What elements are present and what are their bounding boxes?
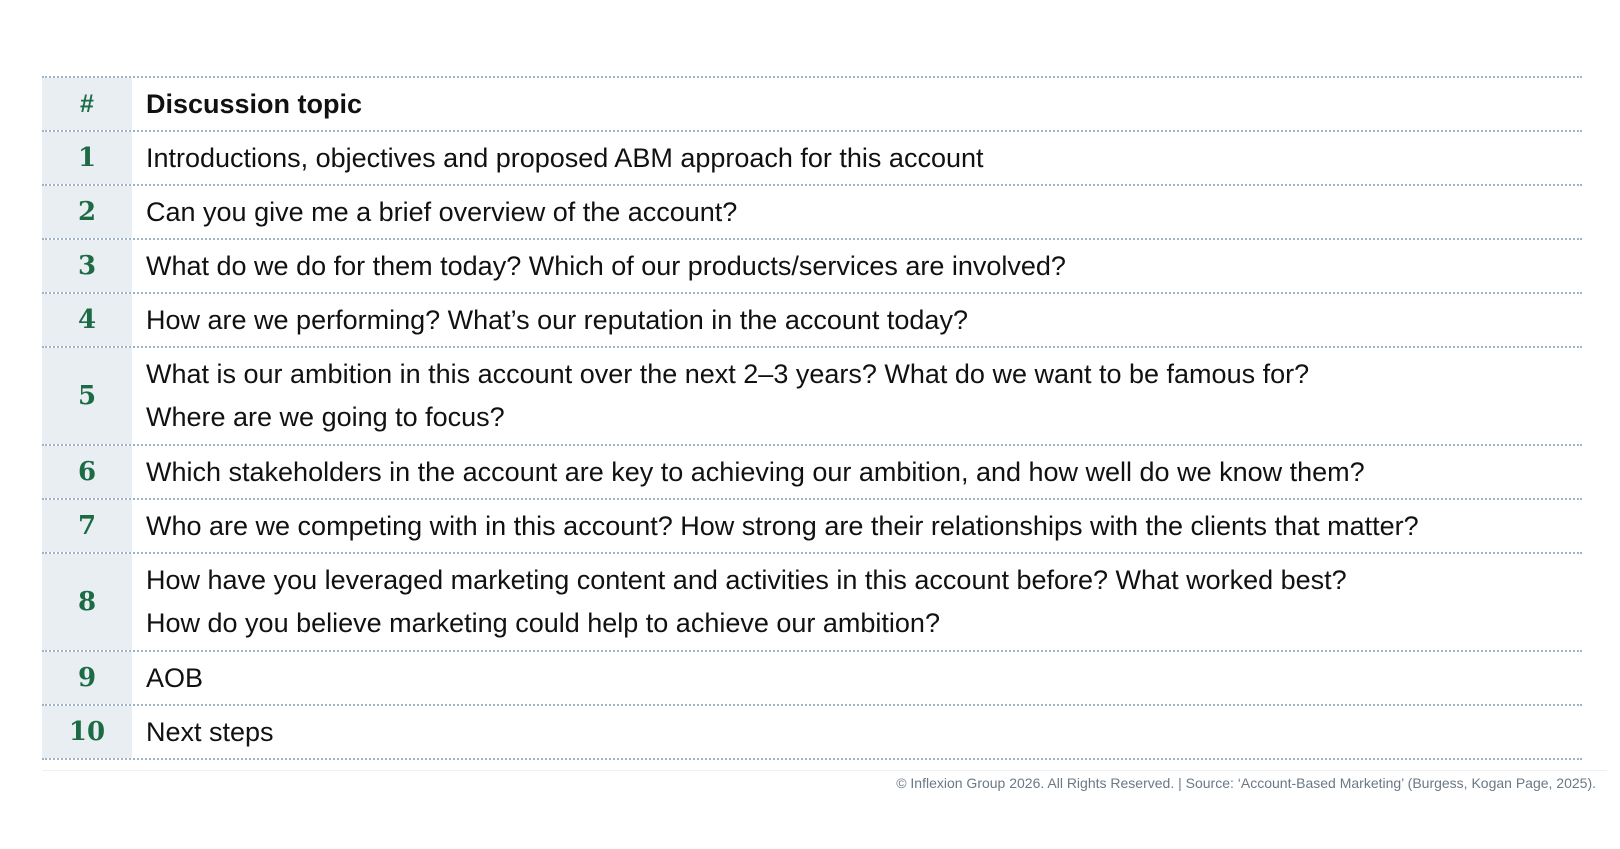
row-topic-line: What do we do for them today? Which of our products/services are involved? [146,250,1066,281]
table-row [42,554,1582,652]
header-topic-cell: Discussion topic [146,88,363,119]
table-row [42,132,1582,186]
row-number: 3 [42,240,132,292]
agenda-table [42,76,1582,760]
row-topic [132,652,1582,704]
row-number: 9 [42,652,132,704]
table-row [42,186,1582,240]
row-topic [132,554,1582,650]
header-number-cell: # [42,78,132,130]
row-number: 2 [42,186,132,238]
row-number: 8 [42,554,132,650]
table-row [42,500,1582,554]
row-topic [132,132,1582,184]
row-topic [132,348,1582,444]
row-topic-line: How are we performing? What’s our reputation in the account today? [146,304,968,335]
table-header-row [42,78,1582,132]
row-number: 1 [42,132,132,184]
row-topic-line: How do you believe marketing could help to achieve our ambition? [146,608,940,638]
row-topic-line: Introductions, objectives and proposed ABM approach for this account [146,142,984,173]
row-topic [132,186,1582,238]
row-topic-line: Next steps [146,716,274,747]
footer-divider [42,770,1607,771]
row-topic [132,446,1582,498]
row-number: 6 [42,446,132,498]
row-number: 7 [42,500,132,552]
row-topic [132,706,1582,758]
row-topic-line: Who are we competing with in this account? How strong are their relationships with the clients that matter? [146,510,1419,541]
row-topic-line: Where are we going to focus? [146,402,505,432]
row-topic [132,500,1582,552]
table-row [42,348,1582,446]
row-number: 10 [42,706,132,758]
table-row [42,240,1582,294]
row-topic-line: How have you leveraged marketing content and activities in this account before? What worked best? [146,565,1347,595]
row-topic-line: What is our ambition in this account over the next 2–3 years? What do we want to be famous for? [146,359,1310,389]
row-topic [132,294,1582,346]
row-topic-line: AOB [146,662,204,693]
row-topic-line: Can you give me a brief overview of the account? [146,196,738,227]
table-row [42,446,1582,500]
table-row [42,706,1582,760]
footer-copyright: © Inflexion Group 2026. All Rights Reserved. | Source: ‘Account-Based Marketing’ (Burgess, Kogan Page, 2025). [896,775,1596,791]
row-number: 4 [42,294,132,346]
row-topic-line: Which stakeholders in the account are key to achieving our ambition, and how well do we know them? [146,456,1365,487]
table-row [42,294,1582,348]
row-topic [132,240,1582,292]
row-number: 5 [42,348,132,444]
table-row [42,652,1582,706]
